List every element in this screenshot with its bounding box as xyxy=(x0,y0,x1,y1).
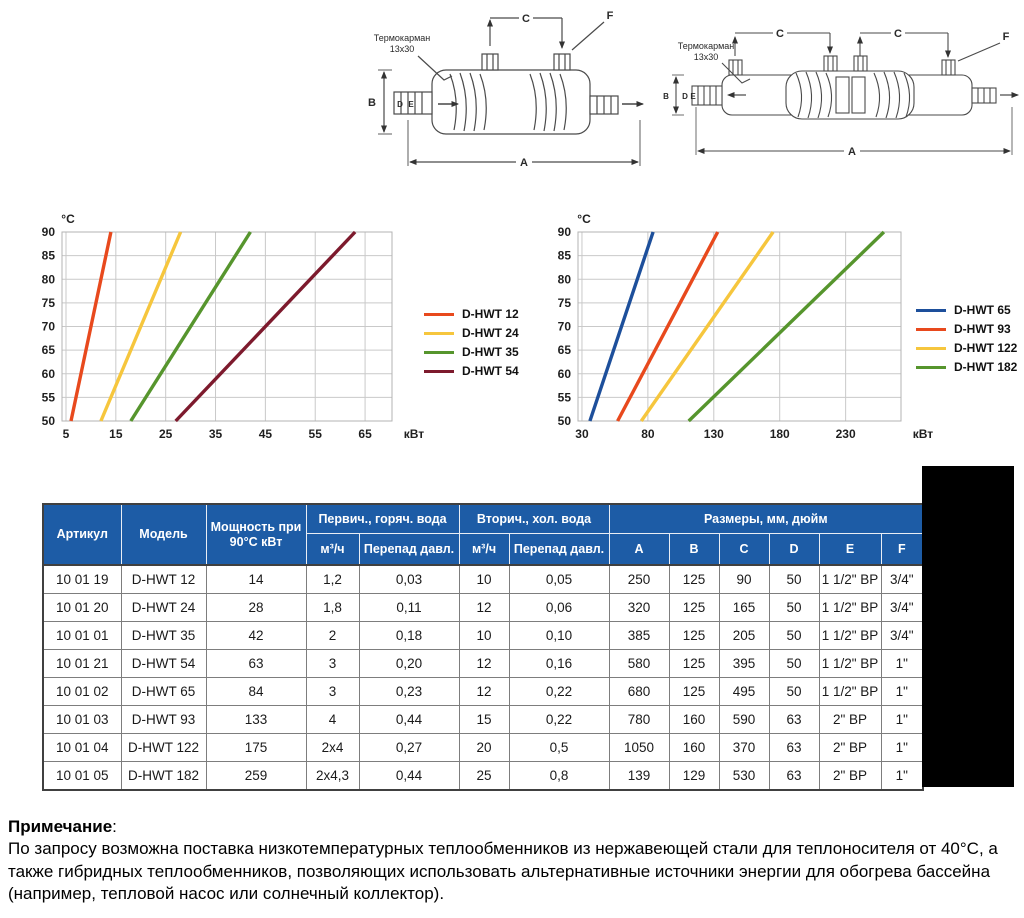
table-cell: 50 xyxy=(769,622,819,650)
column-header: D xyxy=(769,534,819,566)
table-cell: 63 xyxy=(769,762,819,791)
table-cell: 0,18 xyxy=(359,622,459,650)
column-header: Перепад давл. xyxy=(509,534,609,566)
y-axis-unit-label: °C xyxy=(61,212,75,226)
column-header: C xyxy=(719,534,769,566)
table-cell: 10 01 20 xyxy=(43,594,121,622)
table-cell: 0,10 xyxy=(509,622,609,650)
legend-line-swatch xyxy=(916,309,946,312)
dim-b-label: B xyxy=(368,97,376,109)
table-cell: 1 1/2" ВР xyxy=(819,594,881,622)
table-cell: 165 xyxy=(719,594,769,622)
table-cell: 1" xyxy=(881,706,923,734)
dim-c-label: C xyxy=(776,28,784,40)
table-cell: 175 xyxy=(206,734,306,762)
table-cell: 12 xyxy=(459,650,509,678)
x-tick-label: 25 xyxy=(159,427,173,441)
table-cell: 259 xyxy=(206,762,306,791)
table-cell: 1 1/2" ВР xyxy=(819,622,881,650)
table-cell: 395 xyxy=(719,650,769,678)
y-tick-label: 90 xyxy=(41,225,55,239)
dim-e-label: E xyxy=(690,92,696,101)
legend-label: D-HWT 122 xyxy=(954,341,1018,355)
column-header: E xyxy=(819,534,881,566)
table-cell: 90 xyxy=(719,565,769,594)
x-tick-label: 180 xyxy=(769,427,790,441)
table-cell: 1" xyxy=(881,650,923,678)
table-cell: 1" xyxy=(881,678,923,706)
dim-f-label: F xyxy=(1002,31,1010,43)
spec-table-body xyxy=(43,565,923,790)
table-cell: 3 xyxy=(306,678,359,706)
table-cell: D-HWT 65 xyxy=(121,678,206,706)
table-cell: 133 xyxy=(206,706,306,734)
table-cell: 63 xyxy=(206,650,306,678)
performance-chart-large-models xyxy=(556,203,956,445)
table-cell: 1 1/2" ВР xyxy=(819,678,881,706)
table-cell: 495 xyxy=(719,678,769,706)
table-cell: 3 xyxy=(306,650,359,678)
table-cell: 129 xyxy=(669,762,719,791)
redaction-box xyxy=(922,466,1014,787)
table-cell: D-HWT 122 xyxy=(121,734,206,762)
legend-item xyxy=(424,345,519,359)
table-cell: 370 xyxy=(719,734,769,762)
table-cell: 590 xyxy=(719,706,769,734)
dim-a-label: A xyxy=(848,146,856,158)
table-cell: 10 01 02 xyxy=(43,678,121,706)
dim-b-label: B xyxy=(663,92,669,101)
table-row xyxy=(43,762,923,791)
table-cell: 2x4 xyxy=(306,734,359,762)
dim-c-label-2: C xyxy=(894,28,902,40)
table-cell: 0,44 xyxy=(359,762,459,791)
table-cell: 3/4" xyxy=(881,594,923,622)
table-row xyxy=(43,678,923,706)
table-cell: 1 1/2" ВР xyxy=(819,650,881,678)
table-cell: 205 xyxy=(719,622,769,650)
table-cell: 84 xyxy=(206,678,306,706)
table-cell: 385 xyxy=(609,622,669,650)
note-block xyxy=(8,816,1016,906)
table-cell: 0,06 xyxy=(509,594,609,622)
thermo-pocket-label-line2: 13x30 xyxy=(693,52,719,62)
column-header: Модель xyxy=(121,504,206,565)
column-header: Артикул xyxy=(43,504,121,565)
table-cell: 1,8 xyxy=(306,594,359,622)
table-cell: 0,16 xyxy=(509,650,609,678)
y-axis-unit-label: °C xyxy=(577,212,591,226)
legend-line-swatch xyxy=(916,366,946,369)
column-header: B xyxy=(669,534,719,566)
table-cell: 1" xyxy=(881,734,923,762)
table-cell: 125 xyxy=(669,622,719,650)
table-cell: 0,23 xyxy=(359,678,459,706)
table-cell: 2 xyxy=(306,622,359,650)
table-cell: 1" xyxy=(881,762,923,791)
legend-line-swatch xyxy=(916,328,946,331)
table-cell: 580 xyxy=(609,650,669,678)
y-tick-label: 70 xyxy=(557,319,571,334)
table-cell: 12 xyxy=(459,678,509,706)
column-header: м³/ч xyxy=(306,534,359,566)
table-cell: 125 xyxy=(669,650,719,678)
x-tick-label: 65 xyxy=(358,427,372,441)
table-cell: 0,44 xyxy=(359,706,459,734)
x-tick-label: 15 xyxy=(109,427,123,441)
table-cell: 14 xyxy=(206,565,306,594)
note-title: Примечание xyxy=(8,817,113,836)
note-body: По запросу возможна поставка низкотемпературных теплообменников из нержавеющей стали для теплоносителя от 40°С, а также гибридных теплообменников, позволяющих использовать альтернативные источники энергии для обогрева бассейна (например, тепловой насос или солнечный коллектор). xyxy=(8,839,998,904)
column-header: Первич., горяч. вода xyxy=(306,504,459,534)
spec-table-container xyxy=(42,503,924,791)
y-tick-label: 55 xyxy=(557,390,571,405)
table-cell: 10 01 19 xyxy=(43,565,121,594)
table-cell: 10 xyxy=(459,622,509,650)
y-tick-label: 85 xyxy=(41,248,55,263)
spec-table-head xyxy=(43,504,923,565)
table-cell: 50 xyxy=(769,678,819,706)
table-cell: D-HWT 35 xyxy=(121,622,206,650)
x-axis-unit-label: кВт xyxy=(912,427,934,441)
table-cell: 10 01 03 xyxy=(43,706,121,734)
table-cell: 10 01 21 xyxy=(43,650,121,678)
x-tick-label: 230 xyxy=(835,427,856,441)
table-cell: 2" ВР xyxy=(819,762,881,791)
legend-line-swatch xyxy=(424,332,454,335)
y-tick-label: 65 xyxy=(557,343,571,358)
table-cell: 50 xyxy=(769,650,819,678)
table-cell: 2" ВР xyxy=(819,706,881,734)
table-cell: 0,05 xyxy=(509,565,609,594)
diagram-heat-exchanger-long xyxy=(660,15,1024,165)
table-cell: 0,22 xyxy=(509,678,609,706)
table-row xyxy=(43,706,923,734)
dim-c-label: C xyxy=(522,13,530,25)
x-tick-label: 130 xyxy=(703,427,724,441)
table-row xyxy=(43,594,923,622)
table-cell: 530 xyxy=(719,762,769,791)
table-row xyxy=(43,565,923,594)
legend-item xyxy=(916,322,1017,336)
legend-line-swatch xyxy=(424,313,454,316)
table-cell: 0,8 xyxy=(509,762,609,791)
table-cell: 25 xyxy=(459,762,509,791)
legend-line-swatch xyxy=(424,351,454,354)
table-cell: 50 xyxy=(769,565,819,594)
table-cell: 12 xyxy=(459,594,509,622)
legend-line-swatch xyxy=(424,370,454,373)
table-cell: D-HWT 12 xyxy=(121,565,206,594)
legend-item xyxy=(916,303,1017,317)
y-tick-label: 70 xyxy=(41,319,55,334)
x-axis-unit-label: кВт xyxy=(403,427,425,441)
table-cell: 3/4" xyxy=(881,622,923,650)
legend-item xyxy=(424,364,519,378)
table-cell: 15 xyxy=(459,706,509,734)
table-cell: 125 xyxy=(669,594,719,622)
legend-label: D-HWT 12 xyxy=(462,307,519,321)
table-cell: D-HWT 24 xyxy=(121,594,206,622)
table-cell: 1050 xyxy=(609,734,669,762)
legend-label: D-HWT 35 xyxy=(462,345,519,359)
table-row xyxy=(43,622,923,650)
legend-item xyxy=(424,326,519,340)
table-cell: 250 xyxy=(609,565,669,594)
x-tick-label: 55 xyxy=(308,427,322,441)
y-tick-label: 85 xyxy=(557,248,571,263)
x-tick-label: 80 xyxy=(641,427,655,441)
table-cell: 28 xyxy=(206,594,306,622)
legend-item xyxy=(916,360,1017,374)
column-header: м³/ч xyxy=(459,534,509,566)
table-cell: 63 xyxy=(769,706,819,734)
table-cell: 0,20 xyxy=(359,650,459,678)
table-cell: D-HWT 54 xyxy=(121,650,206,678)
table-cell: 10 01 05 xyxy=(43,762,121,791)
table-cell: 0,5 xyxy=(509,734,609,762)
y-tick-label: 90 xyxy=(557,225,571,239)
table-cell: 160 xyxy=(669,706,719,734)
table-cell: 0,27 xyxy=(359,734,459,762)
note-colon: : xyxy=(112,817,117,836)
spec-table xyxy=(42,503,924,791)
dim-d-label: D xyxy=(682,92,688,101)
legend-label: D-HWT 93 xyxy=(954,322,1011,336)
table-cell: 680 xyxy=(609,678,669,706)
table-cell: 10 01 01 xyxy=(43,622,121,650)
column-header: Мощность при 90°С кВт xyxy=(206,504,306,565)
x-tick-label: 45 xyxy=(258,427,273,441)
table-cell: 4 xyxy=(306,706,359,734)
diagram-linework xyxy=(672,33,1018,155)
y-tick-label: 80 xyxy=(41,272,55,287)
table-row xyxy=(43,734,923,762)
table-cell: 63 xyxy=(769,734,819,762)
column-header: A xyxy=(609,534,669,566)
table-cell: 2" ВР xyxy=(819,734,881,762)
thermo-pocket-label-line1: Термокарман xyxy=(373,33,431,43)
table-cell: 0,11 xyxy=(359,594,459,622)
thermo-pocket-label-line1: Термокарман xyxy=(677,41,735,51)
table-cell: D-HWT 93 xyxy=(121,706,206,734)
table-row xyxy=(43,650,923,678)
legend-label: D-HWT 54 xyxy=(462,364,519,378)
table-cell: 780 xyxy=(609,706,669,734)
column-header: Перепад давл. xyxy=(359,534,459,566)
dim-e-label: E xyxy=(408,100,414,109)
table-cell: 320 xyxy=(609,594,669,622)
legend-large-models xyxy=(916,298,1017,379)
dim-a-label: A xyxy=(520,157,528,169)
table-cell: 125 xyxy=(669,565,719,594)
table-cell: 2x4,3 xyxy=(306,762,359,791)
table-cell: 10 01 04 xyxy=(43,734,121,762)
column-header: Размеры, мм, дюйм xyxy=(609,504,923,534)
legend-label: D-HWT 65 xyxy=(954,303,1011,317)
y-tick-label: 75 xyxy=(41,295,55,310)
table-cell: 20 xyxy=(459,734,509,762)
table-cell: 50 xyxy=(769,594,819,622)
table-cell: 160 xyxy=(669,734,719,762)
table-cell: 3/4" xyxy=(881,565,923,594)
column-header: F xyxy=(881,534,923,566)
table-cell: 139 xyxy=(609,762,669,791)
table-cell: 1 1/2" ВР xyxy=(819,565,881,594)
table-cell: D-HWT 182 xyxy=(121,762,206,791)
x-tick-label: 30 xyxy=(575,427,589,441)
table-cell: 10 xyxy=(459,565,509,594)
y-tick-label: 75 xyxy=(557,295,571,310)
dim-d-label: D xyxy=(397,100,403,109)
x-tick-label: 5 xyxy=(62,427,70,441)
column-header: Вторич., хол. вода xyxy=(459,504,609,534)
legend-item xyxy=(424,307,519,321)
legend-item xyxy=(916,341,1017,355)
y-tick-label: 60 xyxy=(41,366,55,381)
table-cell: 0,22 xyxy=(509,706,609,734)
y-tick-label: 65 xyxy=(41,343,55,358)
y-tick-label: 80 xyxy=(557,272,571,287)
x-tick-label: 35 xyxy=(208,427,223,441)
performance-chart-small-models xyxy=(38,203,438,445)
dim-f-label: F xyxy=(606,10,614,22)
diagram-heat-exchanger-short xyxy=(340,0,650,185)
table-cell: 0,03 xyxy=(359,565,459,594)
table-cell: 125 xyxy=(669,678,719,706)
legend-small-models xyxy=(424,302,519,383)
y-tick-label: 55 xyxy=(41,390,55,405)
y-tick-label: 50 xyxy=(41,414,55,428)
thermo-pocket-label-line2: 13x30 xyxy=(389,44,415,54)
y-tick-label: 50 xyxy=(557,414,571,428)
legend-line-swatch xyxy=(916,347,946,350)
table-cell: 1,2 xyxy=(306,565,359,594)
legend-label: D-HWT 24 xyxy=(462,326,519,340)
table-cell: 42 xyxy=(206,622,306,650)
legend-label: D-HWT 182 xyxy=(954,360,1018,374)
y-tick-label: 60 xyxy=(557,366,571,381)
